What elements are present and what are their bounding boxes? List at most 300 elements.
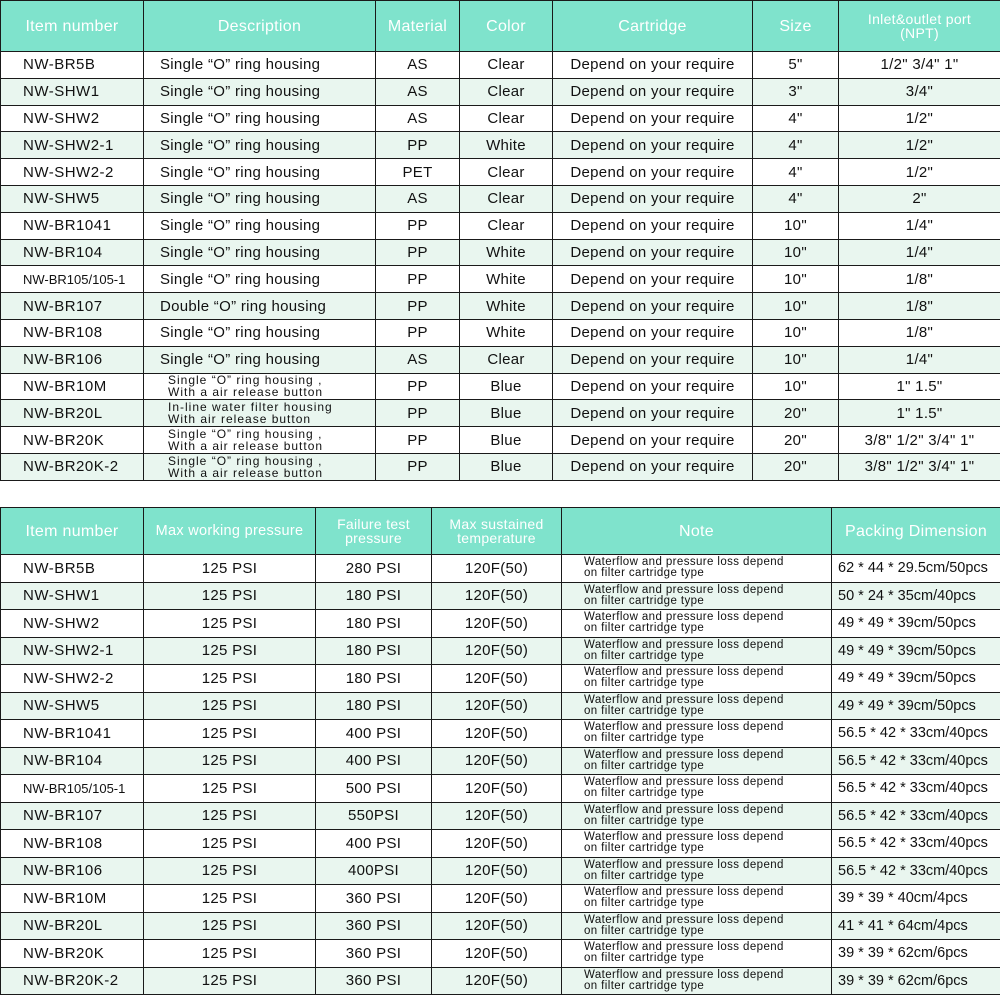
note-line2: on filter cartridge type (584, 869, 705, 882)
cartridge-cell: Depend on your require (553, 239, 753, 266)
pressure-table-row (1, 692, 1000, 720)
product-spec-table (0, 0, 1000, 481)
packing-cell: 56.5 * 42 * 33cm/40pcs (832, 830, 1000, 858)
item-number-cell: NW-BR5B (1, 52, 144, 79)
max-pressure-cell: 125 PSI (144, 582, 316, 610)
spec-header-row (1, 1, 1000, 52)
item-number-cell: NW-BR105/105-1 (1, 266, 144, 293)
item-number-cell: NW-SHW1 (1, 582, 144, 610)
note-line1: Waterflow and pressure loss depend (584, 776, 784, 789)
note-cell (562, 720, 832, 748)
temperature-cell: 120F(50) (432, 940, 562, 968)
pressure-table-row (1, 857, 1000, 885)
cartridge-cell: Depend on your require (553, 266, 753, 293)
max-pressure-cell: 125 PSI (144, 747, 316, 775)
cartridge-cell: Depend on your require (553, 105, 753, 132)
spec-table-row (1, 52, 1000, 79)
spec-table-row (1, 400, 1000, 427)
color-cell: White (460, 266, 553, 293)
item-number-cell: NW-SHW2-1 (1, 132, 144, 159)
size-cell: 10" (753, 212, 839, 239)
note-line1: Waterflow and pressure loss depend (584, 803, 784, 816)
note-cell (562, 775, 832, 803)
failure-pressure-cell: 400 PSI (316, 747, 432, 775)
size-cell: 20" (753, 453, 839, 480)
max-pressure-cell: 125 PSI (144, 720, 316, 748)
packing-cell: 56.5 * 42 * 33cm/40pcs (832, 720, 1000, 748)
color-cell: Clear (460, 78, 553, 105)
description-line1: Single “O” ring housing , (168, 453, 323, 468)
note-cell (562, 802, 832, 830)
spec-table-row (1, 266, 1000, 293)
material-cell: PP (376, 427, 460, 454)
item-number-cell: NW-BR20K-2 (1, 453, 144, 480)
color-cell: White (460, 293, 553, 320)
spec-table-row (1, 239, 1000, 266)
failure-pressure-cell: 500 PSI (316, 775, 432, 803)
item-number-cell: NW-SHW2 (1, 610, 144, 638)
max-pressure-cell: 125 PSI (144, 802, 316, 830)
description-cell: Single “O” ring housing (144, 105, 376, 132)
item-number-cell: NW-BR10M (1, 373, 144, 400)
failure-pressure-cell: 360 PSI (316, 912, 432, 940)
pressure-table-row (1, 610, 1000, 638)
size-cell: 10" (753, 346, 839, 373)
note-cell (562, 555, 832, 583)
spec-table-row (1, 427, 1000, 454)
color-cell: Clear (460, 185, 553, 212)
max-pressure-cell: 125 PSI (144, 555, 316, 583)
note-line2: on filter cartridge type (584, 924, 705, 937)
note-cell (562, 747, 832, 775)
material-cell: PET (376, 159, 460, 186)
note-line1: Waterflow and pressure loss depend (584, 556, 784, 569)
failure-pressure-cell: 180 PSI (316, 692, 432, 720)
spec-table-row (1, 185, 1000, 212)
pressure-table-row (1, 555, 1000, 583)
description-cell: Single “O” ring housing (144, 346, 376, 373)
size-cell: 10" (753, 373, 839, 400)
description-cell: Single “O” ring housing (144, 52, 376, 79)
pressure-packing-table (0, 507, 1000, 995)
item-number-cell: NW-SHW1 (1, 78, 144, 105)
note-line2: on filter cartridge type (584, 952, 705, 965)
port-cell: 1/2" 3/4" 1" (839, 52, 1000, 79)
note-line2: on filter cartridge type (584, 622, 705, 635)
description-cell: Single “O” ring housing (144, 78, 376, 105)
material-cell: PP (376, 293, 460, 320)
header-item-number: Item number (1, 1, 144, 52)
description-line1: Single “O” ring housing , (168, 427, 323, 442)
header-packing: Packing Dimension (832, 508, 1000, 555)
packing-cell: 56.5 * 42 * 33cm/40pcs (832, 747, 1000, 775)
header-temp-line1: Max sustained (449, 516, 544, 532)
temperature-cell: 120F(50) (432, 582, 562, 610)
material-cell: PP (376, 132, 460, 159)
item-number-cell: NW-SHW2-1 (1, 637, 144, 665)
failure-pressure-cell: 360 PSI (316, 940, 432, 968)
cartridge-cell: Depend on your require (553, 346, 753, 373)
spec-table-row (1, 105, 1000, 132)
pressure-table-row (1, 940, 1000, 968)
header-failure-pressure (316, 508, 432, 555)
item-number-cell: NW-SHW5 (1, 185, 144, 212)
port-cell: 3/4" (839, 78, 1000, 105)
note-cell (562, 692, 832, 720)
note-cell (562, 912, 832, 940)
color-cell: Blue (460, 400, 553, 427)
failure-pressure-cell: 360 PSI (316, 885, 432, 913)
header-port (839, 1, 1000, 52)
item-number-cell: NW-BR104 (1, 747, 144, 775)
note-line1: Waterflow and pressure loss depend (584, 693, 784, 706)
port-cell: 3/8" 1/2" 3/4" 1" (839, 427, 1000, 454)
description-cell: Single “O” ring housing (144, 319, 376, 346)
note-line2: on filter cartridge type (584, 732, 705, 745)
table-gap (0, 492, 1000, 507)
color-cell: Clear (460, 346, 553, 373)
note-line1: Waterflow and pressure loss depend (584, 638, 784, 651)
port-cell: 1/2" (839, 132, 1000, 159)
description-cell: Single “O” ring housing (144, 266, 376, 293)
header-max-temperature (432, 508, 562, 555)
cartridge-cell: Depend on your require (553, 373, 753, 400)
pressure-table-row (1, 775, 1000, 803)
note-line2: on filter cartridge type (584, 787, 705, 800)
color-cell: Clear (460, 159, 553, 186)
spec-table-row (1, 373, 1000, 400)
cartridge-cell: Depend on your require (553, 293, 753, 320)
failure-pressure-cell: 180 PSI (316, 582, 432, 610)
header-size: Size (753, 1, 839, 52)
spec-table-row (1, 453, 1000, 480)
color-cell: White (460, 319, 553, 346)
temperature-cell: 120F(50) (432, 967, 562, 995)
note-line2: on filter cartridge type (584, 594, 705, 607)
max-pressure-cell: 125 PSI (144, 912, 316, 940)
packing-cell: 39 * 39 * 62cm/6pcs (832, 940, 1000, 968)
material-cell: AS (376, 185, 460, 212)
note-line1: Waterflow and pressure loss depend (584, 611, 784, 624)
packing-cell: 41 * 41 * 64cm/4pcs (832, 912, 1000, 940)
port-cell: 1/8" (839, 266, 1000, 293)
spec-table-row (1, 319, 1000, 346)
item-number-cell: NW-BR20K (1, 940, 144, 968)
size-cell: 4" (753, 105, 839, 132)
temperature-cell: 120F(50) (432, 747, 562, 775)
cartridge-cell: Depend on your require (553, 319, 753, 346)
color-cell: Clear (460, 52, 553, 79)
port-cell: 1/4" (839, 346, 1000, 373)
port-cell: 1/2" (839, 159, 1000, 186)
temperature-cell: 120F(50) (432, 857, 562, 885)
failure-pressure-cell: 180 PSI (316, 637, 432, 665)
description-cell (144, 373, 376, 400)
max-pressure-cell: 125 PSI (144, 665, 316, 693)
packing-cell: 39 * 39 * 40cm/4pcs (832, 885, 1000, 913)
note-line1: Waterflow and pressure loss depend (584, 748, 784, 761)
note-line1: Waterflow and pressure loss depend (584, 583, 784, 596)
port-cell: 1/8" (839, 293, 1000, 320)
pressure-table-row (1, 582, 1000, 610)
pressure-table-body (1, 555, 1000, 995)
max-pressure-cell: 125 PSI (144, 967, 316, 995)
cartridge-cell: Depend on your require (553, 52, 753, 79)
color-cell: Blue (460, 373, 553, 400)
size-cell: 4" (753, 132, 839, 159)
temperature-cell: 120F(50) (432, 830, 562, 858)
failure-pressure-cell: 550PSI (316, 802, 432, 830)
material-cell: PP (376, 319, 460, 346)
item-number-cell: NW-BR107 (1, 802, 144, 830)
pressure-table-row (1, 885, 1000, 913)
note-line2: on filter cartridge type (584, 979, 705, 992)
failure-pressure-cell: 180 PSI (316, 610, 432, 638)
item-number-cell: NW-BR106 (1, 346, 144, 373)
packing-cell: 49 * 49 * 39cm/50pcs (832, 692, 1000, 720)
pressure-table-row (1, 637, 1000, 665)
description-cell: Single “O” ring housing (144, 212, 376, 239)
packing-cell: 62 * 44 * 29.5cm/50pcs (832, 555, 1000, 583)
color-cell: Clear (460, 212, 553, 239)
temperature-cell: 120F(50) (432, 692, 562, 720)
port-cell: 1/8" (839, 319, 1000, 346)
spec-table-body (1, 52, 1000, 481)
temperature-cell: 120F(50) (432, 720, 562, 748)
item-number-cell: NW-BR5B (1, 555, 144, 583)
note-cell (562, 885, 832, 913)
note-cell (562, 582, 832, 610)
packing-cell: 56.5 * 42 * 33cm/40pcs (832, 857, 1000, 885)
spec-table-row (1, 212, 1000, 239)
description-cell: Single “O” ring housing (144, 239, 376, 266)
failure-pressure-cell: 400PSI (316, 857, 432, 885)
size-cell: 20" (753, 427, 839, 454)
item-number-cell: NW-BR1041 (1, 720, 144, 748)
description-cell (144, 427, 376, 454)
note-line1: Waterflow and pressure loss depend (584, 913, 784, 926)
description-cell: Double “O” ring housing (144, 293, 376, 320)
pressure-table-row (1, 747, 1000, 775)
note-cell (562, 967, 832, 995)
color-cell: Blue (460, 427, 553, 454)
note-line1: Waterflow and pressure loss depend (584, 886, 784, 899)
material-cell: AS (376, 78, 460, 105)
failure-pressure-cell: 180 PSI (316, 665, 432, 693)
material-cell: AS (376, 52, 460, 79)
failure-pressure-cell: 360 PSI (316, 967, 432, 995)
port-cell: 1" 1.5" (839, 400, 1000, 427)
description-line2: With a air release button (168, 439, 324, 454)
max-pressure-cell: 125 PSI (144, 830, 316, 858)
cartridge-cell: Depend on your require (553, 185, 753, 212)
header-description: Description (144, 1, 376, 52)
spec-table-row (1, 293, 1000, 320)
item-number-cell: NW-BR20L (1, 912, 144, 940)
item-number-cell: NW-SHW2-2 (1, 665, 144, 693)
material-cell: PP (376, 453, 460, 480)
item-number-cell: NW-SHW5 (1, 692, 144, 720)
note-line1: Waterflow and pressure loss depend (584, 666, 784, 679)
note-line1: Waterflow and pressure loss depend (584, 858, 784, 871)
size-cell: 10" (753, 319, 839, 346)
note-cell (562, 637, 832, 665)
note-line2: on filter cartridge type (584, 814, 705, 827)
header-material: Material (376, 1, 460, 52)
item-number-cell: NW-BR108 (1, 319, 144, 346)
description-line1: Single “O” ring housing , (168, 373, 323, 388)
pressure-header-row (1, 508, 1000, 555)
cartridge-cell: Depend on your require (553, 78, 753, 105)
header-note: Note (562, 508, 832, 555)
size-cell: 10" (753, 266, 839, 293)
color-cell: White (460, 239, 553, 266)
description-cell: Single “O” ring housing (144, 159, 376, 186)
size-cell: 4" (753, 185, 839, 212)
item-number-cell: NW-BR107 (1, 293, 144, 320)
material-cell: PP (376, 266, 460, 293)
note-cell (562, 857, 832, 885)
description-line2: With air release button (168, 412, 312, 427)
material-cell: PP (376, 400, 460, 427)
header-item-number-2: Item number (1, 508, 144, 555)
packing-cell: 49 * 49 * 39cm/50pcs (832, 610, 1000, 638)
header-port-line2: (NPT) (900, 25, 939, 41)
note-line1: Waterflow and pressure loss depend (584, 721, 784, 734)
max-pressure-cell: 125 PSI (144, 692, 316, 720)
packing-cell: 50 * 24 * 35cm/40pcs (832, 582, 1000, 610)
description-line1: In-line water filter housing (168, 400, 333, 415)
item-number-cell: NW-SHW2 (1, 105, 144, 132)
note-line2: on filter cartridge type (584, 759, 705, 772)
cartridge-cell: Depend on your require (553, 132, 753, 159)
packing-cell: 56.5 * 42 * 33cm/40pcs (832, 802, 1000, 830)
temperature-cell: 120F(50) (432, 775, 562, 803)
max-pressure-cell: 125 PSI (144, 940, 316, 968)
size-cell: 10" (753, 239, 839, 266)
note-line2: on filter cartridge type (584, 704, 705, 717)
temperature-cell: 120F(50) (432, 665, 562, 693)
max-pressure-cell: 125 PSI (144, 637, 316, 665)
cartridge-cell: Depend on your require (553, 427, 753, 454)
cartridge-cell: Depend on your require (553, 453, 753, 480)
item-number-cell: NW-BR10M (1, 885, 144, 913)
port-cell: 1/4" (839, 239, 1000, 266)
item-number-cell: NW-SHW2-2 (1, 159, 144, 186)
cartridge-cell: Depend on your require (553, 400, 753, 427)
material-cell: PP (376, 239, 460, 266)
packing-cell: 39 * 39 * 62cm/6pcs (832, 967, 1000, 995)
cartridge-cell: Depend on your require (553, 159, 753, 186)
port-cell: 2" (839, 185, 1000, 212)
failure-pressure-cell: 400 PSI (316, 720, 432, 748)
port-cell: 3/8" 1/2" 3/4" 1" (839, 453, 1000, 480)
note-line2: on filter cartridge type (584, 567, 705, 580)
pressure-table-row (1, 720, 1000, 748)
spec-table-row (1, 346, 1000, 373)
item-number-cell: NW-BR108 (1, 830, 144, 858)
color-cell: Blue (460, 453, 553, 480)
packing-cell: 56.5 * 42 * 33cm/40pcs (832, 775, 1000, 803)
temperature-cell: 120F(50) (432, 885, 562, 913)
pressure-table-row (1, 967, 1000, 995)
material-cell: PP (376, 212, 460, 239)
header-cartridge: Cartridge (553, 1, 753, 52)
size-cell: 3" (753, 78, 839, 105)
item-number-cell: NW-BR106 (1, 857, 144, 885)
note-cell (562, 940, 832, 968)
note-line2: on filter cartridge type (584, 842, 705, 855)
pressure-table-row (1, 665, 1000, 693)
max-pressure-cell: 125 PSI (144, 775, 316, 803)
header-color: Color (460, 1, 553, 52)
temperature-cell: 120F(50) (432, 802, 562, 830)
description-line2: With a air release button (168, 385, 324, 400)
material-cell: PP (376, 373, 460, 400)
max-pressure-cell: 125 PSI (144, 857, 316, 885)
description-cell: Single “O” ring housing (144, 185, 376, 212)
description-cell (144, 400, 376, 427)
max-pressure-cell: 125 PSI (144, 885, 316, 913)
item-number-cell: NW-BR20L (1, 400, 144, 427)
temperature-cell: 120F(50) (432, 912, 562, 940)
note-cell (562, 830, 832, 858)
port-cell: 1/2" (839, 105, 1000, 132)
description-cell (144, 453, 376, 480)
note-line2: on filter cartridge type (584, 649, 705, 662)
packing-cell: 49 * 49 * 39cm/50pcs (832, 665, 1000, 693)
failure-pressure-cell: 280 PSI (316, 555, 432, 583)
header-port-line1: Inlet&outlet port (867, 11, 972, 27)
header-max-pressure: Max working pressure (144, 508, 316, 555)
note-cell (562, 665, 832, 693)
cartridge-cell: Depend on your require (553, 212, 753, 239)
color-cell: White (460, 132, 553, 159)
item-number-cell: NW-BR104 (1, 239, 144, 266)
temperature-cell: 120F(50) (432, 637, 562, 665)
description-cell: Single “O” ring housing (144, 132, 376, 159)
header-failure-line1: Failure test (337, 516, 410, 532)
note-cell (562, 610, 832, 638)
item-number-cell: NW-BR20K-2 (1, 967, 144, 995)
color-cell: Clear (460, 105, 553, 132)
note-line1: Waterflow and pressure loss depend (584, 831, 784, 844)
spec-table-row (1, 159, 1000, 186)
material-cell: AS (376, 105, 460, 132)
size-cell: 20" (753, 400, 839, 427)
spec-table-row (1, 78, 1000, 105)
port-cell: 1/4" (839, 212, 1000, 239)
item-number-cell: NW-BR105/105-1 (1, 775, 144, 803)
note-line1: Waterflow and pressure loss depend (584, 968, 784, 981)
material-cell: AS (376, 346, 460, 373)
item-number-cell: NW-BR1041 (1, 212, 144, 239)
packing-cell: 49 * 49 * 39cm/50pcs (832, 637, 1000, 665)
pressure-table-row (1, 912, 1000, 940)
pressure-table-row (1, 802, 1000, 830)
note-line2: on filter cartridge type (584, 897, 705, 910)
port-cell: 1" 1.5" (839, 373, 1000, 400)
failure-pressure-cell: 400 PSI (316, 830, 432, 858)
temperature-cell: 120F(50) (432, 610, 562, 638)
size-cell: 4" (753, 159, 839, 186)
max-pressure-cell: 125 PSI (144, 610, 316, 638)
note-line1: Waterflow and pressure loss depend (584, 941, 784, 954)
note-line2: on filter cartridge type (584, 677, 705, 690)
size-cell: 5" (753, 52, 839, 79)
pressure-table-row (1, 830, 1000, 858)
spec-table-row (1, 132, 1000, 159)
